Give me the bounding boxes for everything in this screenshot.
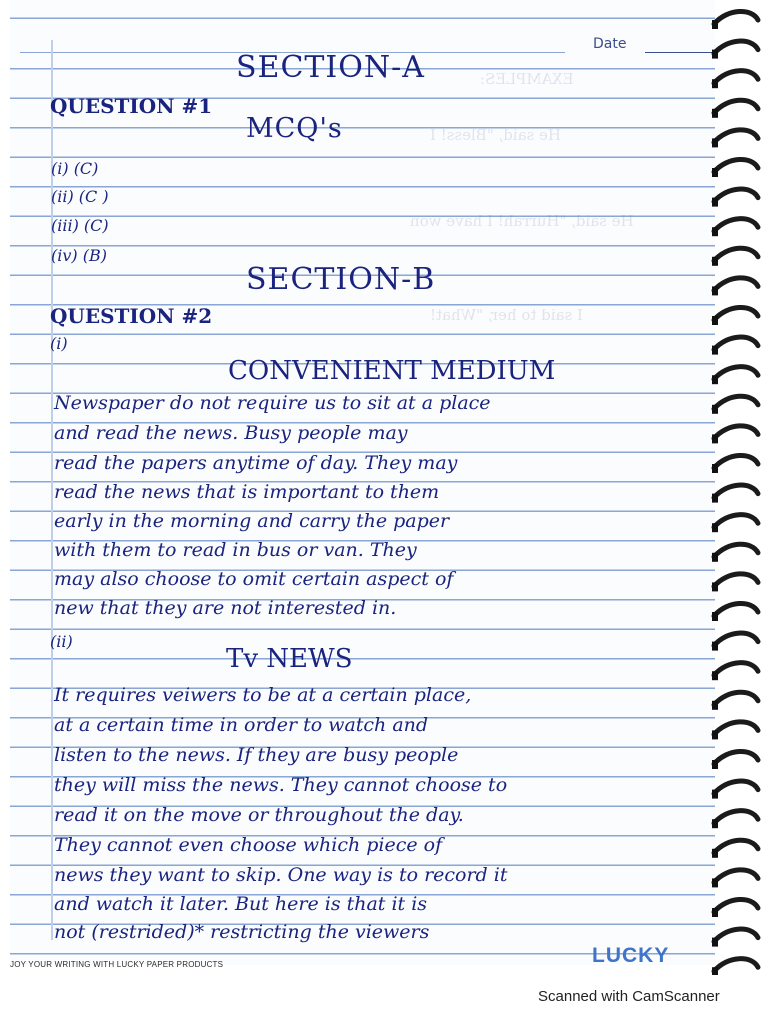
- body-line: early in the morning and carry the paper: [54, 510, 450, 532]
- binding-hole: [712, 612, 718, 621]
- spiral-ring: [714, 426, 758, 439]
- spiral-ring: [714, 278, 758, 291]
- binding-hole: [712, 434, 718, 443]
- spiral-ring: [714, 159, 758, 172]
- binding-hole: [712, 20, 718, 29]
- question-2-label: QUESTION #2: [50, 304, 213, 328]
- body-line: they will miss the news. They cannot choose to: [54, 774, 508, 796]
- bleed-through-text: He said, "Hurrah! I have won: [410, 212, 634, 230]
- spiral-ring: [714, 189, 758, 202]
- part-ii-marker: (ii): [50, 632, 73, 651]
- binding-hole: [712, 375, 718, 384]
- body-line: may also choose to omit certain aspect of: [54, 568, 454, 590]
- mcq-subtitle: MCQ's: [246, 113, 343, 144]
- binding-hole: [712, 671, 718, 680]
- body-line: read the papers anytime of day. They may: [54, 452, 458, 474]
- spiral-ring: [714, 692, 758, 705]
- body-line: and watch it later. But here is that it is: [54, 893, 428, 915]
- spiral-ring: [714, 307, 758, 320]
- spiral-ring: [714, 840, 758, 853]
- paper-footer-tagline: JOY YOUR WRITING WITH LUCKY PAPER PRODUCTS: [10, 960, 224, 969]
- bleed-through-text: I said to her, "What!: [430, 306, 583, 324]
- bleed-through-text: EXAMPLES:: [480, 70, 574, 88]
- binding-hole: [712, 138, 718, 147]
- binding-hole: [712, 50, 718, 59]
- binding-hole: [712, 819, 718, 828]
- mcq-answer-3: (iii) (C): [51, 216, 109, 235]
- spiral-ring: [714, 515, 758, 528]
- binding-hole: [712, 346, 718, 355]
- spiral-ring: [714, 722, 758, 735]
- binding-hole: [712, 257, 718, 266]
- spiral-ring: [714, 219, 758, 232]
- binding-hole: [712, 79, 718, 88]
- binding-hole: [712, 967, 718, 975]
- binding-hole: [712, 523, 718, 532]
- date-field-line: [645, 52, 715, 53]
- spiral-ring: [714, 485, 758, 498]
- spiral-ring: [714, 899, 758, 912]
- spiral-ring: [714, 603, 758, 616]
- binding-hole: [712, 405, 718, 414]
- spiral-ring: [714, 11, 758, 24]
- binding-hole: [712, 198, 718, 207]
- binding-hole: [712, 701, 718, 710]
- spiral-ring: [714, 455, 758, 468]
- binding-hole: [712, 760, 718, 769]
- binding-hole: [712, 316, 718, 325]
- binding-hole: [712, 227, 718, 236]
- spiral-ring: [714, 811, 758, 824]
- body-line: read it on the move or throughout the day.: [54, 804, 464, 826]
- binding-hole: [712, 938, 718, 947]
- tv-news-heading: Tv NEWS: [226, 644, 353, 674]
- body-line: new that they are not interested in.: [54, 597, 397, 619]
- binding-hole: [712, 168, 718, 177]
- mcq-answer-4: (iv) (B): [51, 246, 107, 265]
- binding-hole: [712, 494, 718, 503]
- notebook-paper: [10, 0, 715, 965]
- spiral-ring: [714, 367, 758, 380]
- part-i-marker: (i): [50, 334, 68, 353]
- camscanner-watermark: Scanned with CamScanner: [538, 988, 720, 1005]
- date-label: Date: [593, 36, 627, 52]
- binding-hole: [712, 878, 718, 887]
- binding-hole: [712, 849, 718, 858]
- spiral-ring: [714, 633, 758, 646]
- binding-hole: [712, 582, 718, 591]
- spiral-ring: [714, 71, 758, 84]
- binding-hole: [712, 908, 718, 917]
- body-line: It requires veiwers to be at a certain place,: [54, 684, 472, 706]
- section-b-title: SECTION-B: [246, 262, 436, 297]
- section-a-title: SECTION-A: [236, 50, 425, 85]
- bleed-through-text: He said, "Bless! I: [430, 126, 562, 144]
- convenient-medium-heading: CONVENIENT MEDIUM: [228, 356, 556, 386]
- body-line: read the news that is important to them: [54, 481, 440, 503]
- body-line: at a certain time in order to watch and: [54, 714, 429, 736]
- spiral-ring: [714, 130, 758, 143]
- spiral-binding-icon: [708, 0, 768, 975]
- body-line: Newspaper do not require us to sit at a place: [54, 392, 491, 414]
- binding-hole: [712, 464, 718, 473]
- body-line: listen to the news. If they are busy people: [54, 744, 459, 766]
- binding-hole: [712, 642, 718, 651]
- mcq-answer-1: (i) (C): [51, 159, 99, 178]
- binding-hole: [712, 553, 718, 562]
- question-1-label: QUESTION #1: [50, 94, 213, 118]
- spiral-ring: [714, 929, 758, 942]
- mcq-answer-2: (ii) (C ): [51, 187, 109, 206]
- binding-hole: [712, 286, 718, 295]
- spiral-ring: [714, 248, 758, 261]
- binding-hole: [712, 730, 718, 739]
- body-line: with them to read in bus or van. They: [54, 539, 417, 561]
- spiral-ring: [714, 544, 758, 557]
- body-line: They cannot even choose which piece of: [54, 834, 443, 856]
- spiral-ring: [714, 337, 758, 350]
- spiral-ring: [714, 870, 758, 883]
- spiral-ring: [714, 751, 758, 764]
- lucky-brand-logo: LUCKY: [592, 944, 670, 967]
- spiral-ring: [714, 663, 758, 676]
- binding-hole: [712, 790, 718, 799]
- binding-hole: [712, 109, 718, 118]
- spiral-ring: [714, 100, 758, 113]
- spiral-ring: [714, 41, 758, 54]
- body-line: news they want to skip. One way is to record it: [54, 864, 508, 886]
- spiral-ring: [714, 574, 758, 587]
- spiral-ring: [714, 396, 758, 409]
- spiral-ring: [714, 781, 758, 794]
- body-line: and read the news. Busy people may: [54, 422, 408, 444]
- body-line: not (restrided)* restricting the viewers: [54, 921, 430, 943]
- spiral-ring: [714, 959, 758, 972]
